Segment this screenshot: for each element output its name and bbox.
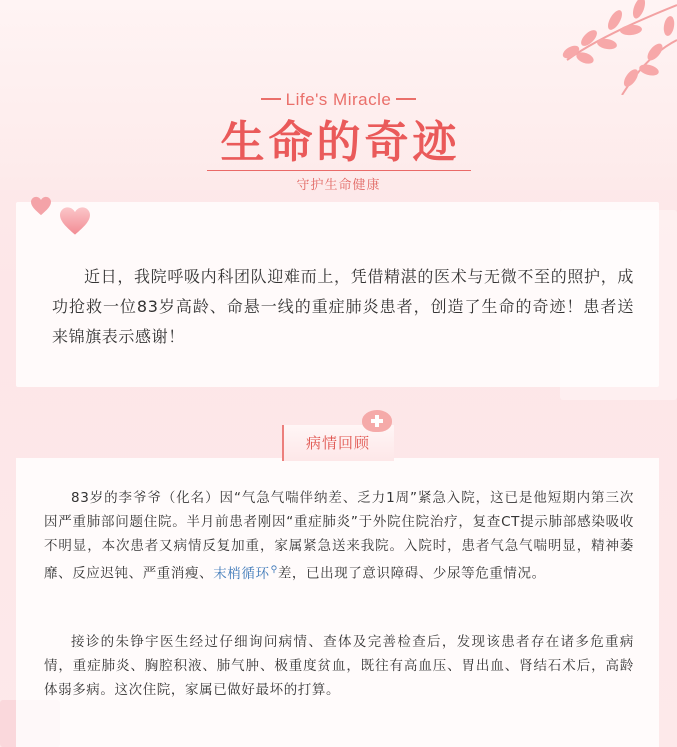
- english-subtitle: Life's Miracle: [0, 88, 677, 112]
- chinese-subtitle: 守护生命健康: [296, 178, 381, 193]
- leaf-branch-icon: [527, 0, 677, 95]
- case-paragraph-2: 接诊的朱铮宇医生经过仔细询问病情、查体及完善检查后，发现该患者存在诸多危重病情，重症肺炎、胸腔积液、肺气肿、极重度贫血，既往有高血压、胃出血、肾结石术后，高龄体弱多病。这次住院，家属已做好最坏的打算。: [44, 634, 634, 698]
- heart-icon: [30, 196, 52, 216]
- dash-decoration: [261, 98, 281, 100]
- heart-icon: [58, 206, 92, 236]
- section-title: 病情回顾: [306, 434, 371, 452]
- search-icon[interactable]: ⚲: [270, 565, 278, 575]
- plus-icon: [362, 410, 392, 432]
- intro-paragraph: 近日，我院呼吸内科团队迎难而上，凭借精湛的医术与无微不至的照护，成功抢救一位83岁高龄、命悬一线的重症肺炎患者，创造了生命的奇迹！患者送来锦旗表示感谢！: [52, 267, 634, 346]
- page-header: [0, 88, 677, 195]
- dash-decoration: [396, 98, 416, 100]
- term-link[interactable]: 末梢循环⚲: [213, 565, 278, 582]
- case-paragraph-1: 83岁的李爷爷（化名）因“气急气喘伴纳差、乏力1周”紧急入院，这已是他短期内第三次因严重肺部问题住院。半月前患者刚因“重症肺炎”于外院住院治疗，复查CT提示肺部感染吸收不明显，本次患者又病情反复加重，家属紧急送来我院。入院时，患者气急气喘明显，精神萎靡、反应迟钝、严重消瘦、末梢循环⚲差，已出现了意识障碍、少尿等危重情况。: [44, 490, 634, 582]
- page-title: 生命的奇迹: [207, 116, 471, 171]
